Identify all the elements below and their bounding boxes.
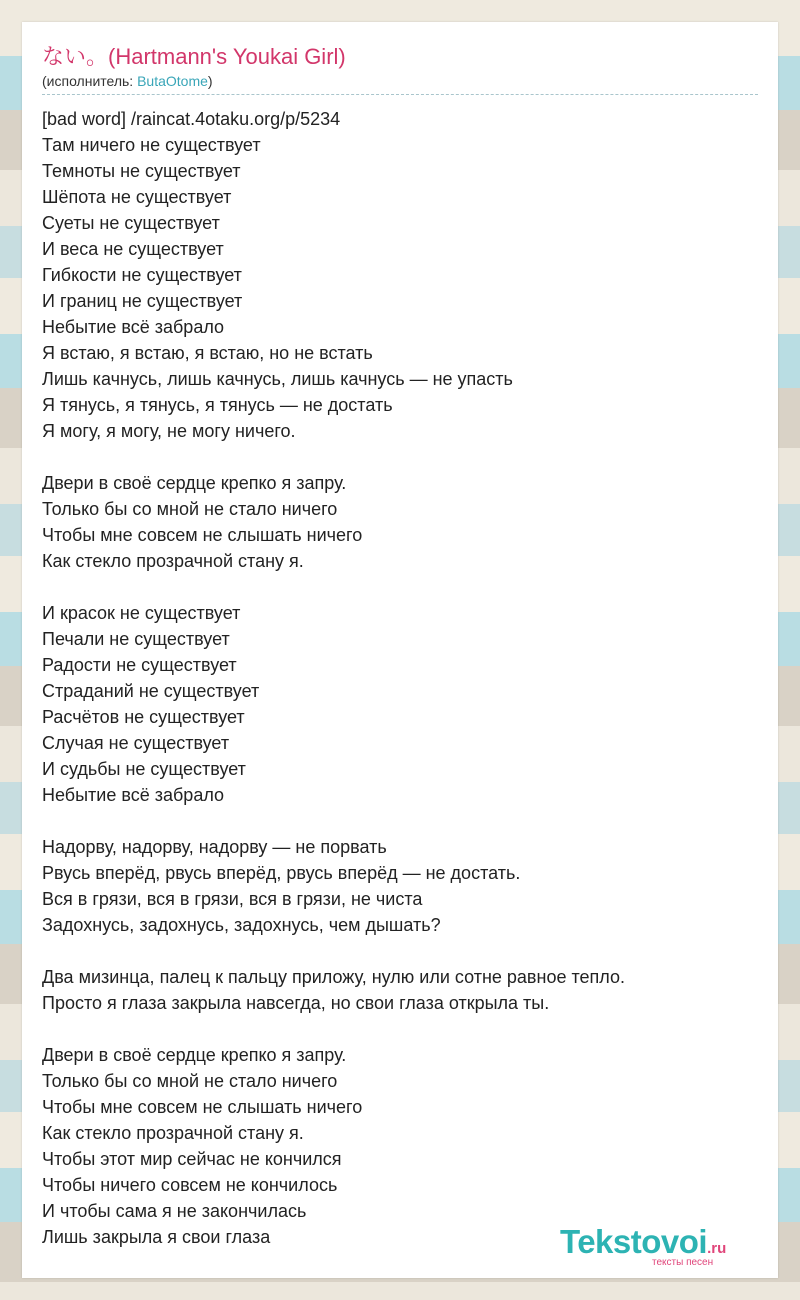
lyric-line: Чтобы этот мир сейчас не кончился (42, 1149, 342, 1169)
lyric-line: Надорву, надорву, надорву — не порвать (42, 837, 387, 857)
stanza-break (42, 444, 758, 470)
performer-prefix: (исполнитель: (42, 73, 138, 89)
lyric-line: Я могу, я могу, не могу ничего. (42, 421, 296, 441)
performer-suffix: ) (207, 73, 213, 89)
song-header (42, 42, 758, 95)
lyric-line: Как стекло прозрачной стану я. (42, 551, 304, 571)
lyric-line: Печали не существует (42, 629, 230, 649)
lyric-line: Просто я глаза закрыла навсегда, но свои глаза открыла ты. (42, 993, 550, 1013)
lyric-line: Случая не существует (42, 733, 230, 753)
lyric-line: Двери в своё сердце крепко я запру. (42, 1045, 347, 1065)
lyric-line: И веса не существует (42, 239, 224, 259)
lyric-line: И границ не существует (42, 291, 243, 311)
lyric-line: Расчётов не существует (42, 707, 245, 727)
lyric-line: Страданий не существует (42, 681, 260, 701)
lyric-line: Чтобы мне совсем не слышать ничего (42, 525, 363, 545)
lyric-line: Темноты не существует (42, 161, 241, 181)
lyric-line: Гибкости не существует (42, 265, 242, 285)
logo-name: Tekstovoi (560, 1223, 708, 1260)
stanza-break (42, 574, 758, 600)
stanza-break (42, 938, 758, 964)
lyric-line: Небытие всё забрало (42, 317, 225, 337)
lyric-line: Чтобы мне совсем не слышать ничего (42, 1097, 363, 1117)
lyric-line: Рвусь вперёд, рвусь вперёд, рвусь вперёд — не достать. (42, 863, 521, 883)
lyric-line: И чтобы сама я не закончилась (42, 1201, 307, 1221)
lyric-line: Шёпота не существует (42, 187, 232, 207)
performer-line (42, 72, 758, 90)
lyric-line: И судьбы не существует (42, 759, 246, 779)
lyric-line: Двери в своё сердце крепко я запру. (42, 473, 347, 493)
lyric-line: Суеты не существует (42, 213, 220, 233)
song-title: ない。(Hartmann's Youkai Girl) (42, 44, 346, 69)
lyric-line: Только бы со мной не стало ничего (42, 1071, 338, 1091)
lyric-line: Радости не существует (42, 655, 237, 675)
lyrics-card (22, 22, 778, 1278)
lyric-line: Я встаю, я встаю, я встаю, но не встать (42, 343, 373, 363)
stanza-break (42, 1016, 758, 1042)
lyric-line: Как стекло прозрачной стану я. (42, 1123, 304, 1143)
site-logo[interactable] (560, 1224, 770, 1268)
logo-tld: .ru (707, 1240, 727, 1257)
lyric-line: Чтобы ничего совсем не кончилось (42, 1175, 338, 1195)
lyric-line: Задохнусь, задохнусь, задохнусь, чем дышать? (42, 915, 441, 935)
lyric-line: [bad word] /raincat.4otaku.org/p/5234 (42, 109, 341, 129)
lyric-line: Я тянусь, я тянусь, я тянусь — не достать (42, 395, 393, 415)
lyrics-text (42, 106, 758, 1250)
logo-tagline: тексты песен (652, 1257, 714, 1268)
lyric-line: Лишь закрыла я свои глаза (42, 1227, 271, 1247)
artist-link[interactable]: ButaOtome (137, 73, 208, 89)
lyric-line: Небытие всё забрало (42, 785, 225, 805)
lyric-line: Вся в грязи, вся в грязи, вся в грязи, не чиста (42, 889, 423, 909)
lyric-line: Там ничего не существует (42, 135, 261, 155)
lyric-line: Два мизинца, палец к пальцу приложу, нулю или сотне равное тепло. (42, 967, 625, 987)
stanza-break (42, 808, 758, 834)
lyric-line: Лишь качнусь, лишь качнусь, лишь качнусь — не упасть (42, 369, 513, 389)
lyric-line: Только бы со мной не стало ничего (42, 499, 338, 519)
lyric-line: И красок не существует (42, 603, 241, 623)
